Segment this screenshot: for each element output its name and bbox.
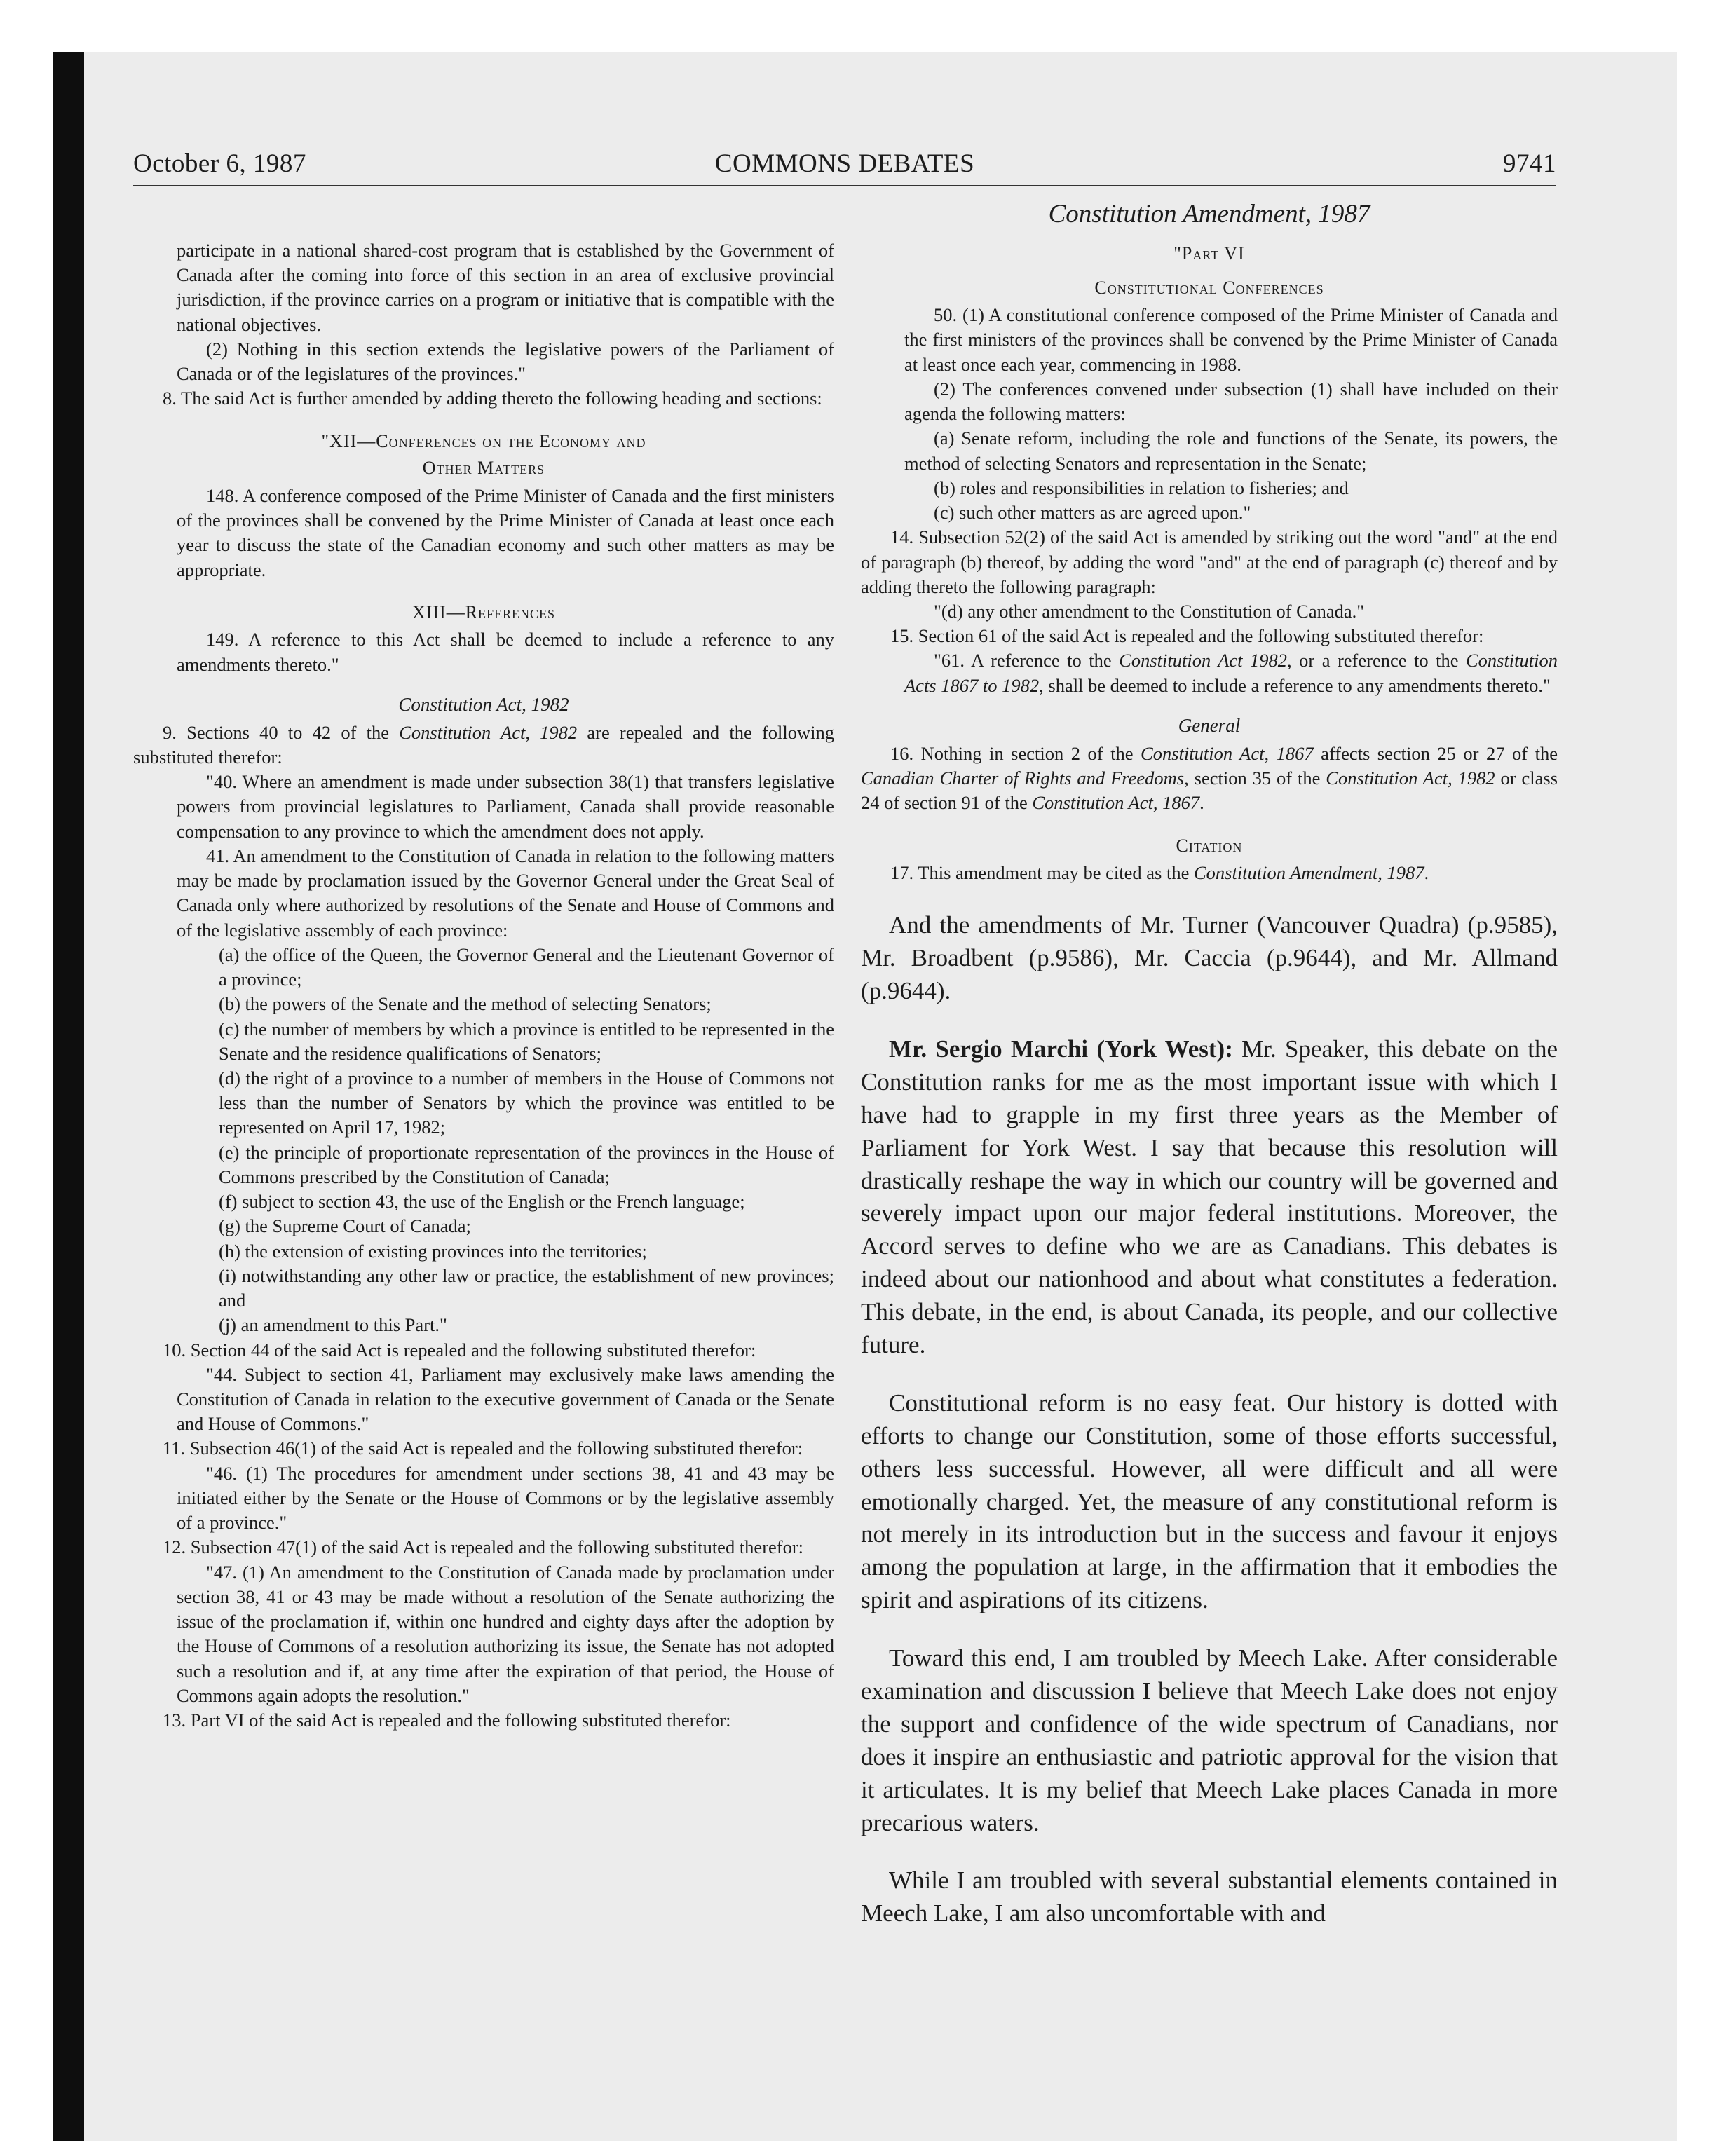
paragraph: Constitutional reform is no easy feat. Our history is dotted with efforts to change our Constitution, some of those efforts successful, others less successful. However, all were difficult and all were emotionally charged. Yet, the measure of any constitutional reform is not merely in its introduction but in the success and favour it enjoys among the population at large, in the affirmation that it embodies the spirit and aspirations of its citizens. <box>861 1389 1558 1614</box>
paragraph: 16. Nothing in section 2 of the Constitution Act, 1867 affects section 25 or 27 of the Canadian Charter of Rights and Freedoms, section 35 of the Constitution Act, 1982 or class 24 of section 91 of the Constitution Act, 1867. <box>861 742 1558 814</box>
paragraph: (2) Nothing in this section extends the legislative powers of the Parliament of Canada or of the legislatures of the provinces." <box>177 338 834 385</box>
section-heading: General <box>1178 714 1241 736</box>
paragraph: "46. (1) The procedures for amendment under sections 38, 41 and 43 may be initiated either by the Senate or the House of Commons or by the legislative assembly of a province." <box>177 1462 834 1534</box>
paragraph: (2) The conferences convened under subsection (1) shall have included on their agenda the following matters: <box>904 378 1558 425</box>
right-column <box>861 200 1558 1956</box>
paragraph: While I am troubled with several substantial elements contained in Meech Lake, I am also uncomfortable with and <box>861 1867 1558 1928</box>
paragraph: "61. A reference to the Constitution Act 1982, or a reference to the Constitution Acts 1867 to 1982, shall be deemed to include a reference to any amendments thereto." <box>904 650 1558 696</box>
section-title: Constitution Amendment, 1987 <box>1048 200 1370 228</box>
speaker-name: Mr. Sergio Marchi (York West): <box>889 1035 1233 1063</box>
list-item: (a) the office of the Queen, the Governor General and the Lieutenant Governor of a province; <box>219 943 834 990</box>
paragraph: participate in a national shared-cost program that is established by the Government of Canada after the coming into force of this section in an area of exclusive provincial jurisdiction, if the province carries on a program or initiative that is compatible with the national objectives. <box>177 240 834 335</box>
paragraph: 149. A reference to this Act shall be deemed to include a reference to any amendments thereto." <box>177 629 834 675</box>
section-heading: XIII—References <box>411 601 556 622</box>
section-heading: Constitution Act, 1982 <box>398 693 569 715</box>
list-item: (g) the Supreme Court of Canada; <box>219 1215 471 1237</box>
header-page-number: 9741 <box>1503 149 1556 178</box>
list-item: (c) such other matters as are agreed upon." <box>934 502 1251 524</box>
list-item: (h) the extension of existing provinces into the territories; <box>219 1240 647 1262</box>
section-heading: "Part VI <box>1173 243 1245 264</box>
paragraph: 50. (1) A constitutional conference composed of the Prime Minister of Canada and the first ministers of the provinces shall be convened by the Prime Minister of Canada at least once each year, commencing in 1988. <box>904 304 1558 375</box>
list-item: (b) roles and responsibilities in relation to fisheries; and <box>934 477 1349 498</box>
binding-edge <box>53 52 84 2141</box>
paragraph: 8. The said Act is further amended by adding thereto the following heading and sections: <box>163 388 822 409</box>
section-heading: "XII—Conferences on the Economy and <box>321 430 646 451</box>
debate-text <box>861 909 1558 1930</box>
list-item: (a) Senate reform, including the role and functions of the Senate, its powers, the method of selecting Senators and representation in the Senate; <box>904 428 1558 474</box>
paragraph: 148. A conference composed of the Prime Minister of Canada and the first ministers of the provinces shall be convened by the Prime Minister of Canada at least once each year to discuss the state of the Canadian economy and such other matters as may be appropriate. <box>177 484 834 580</box>
paragraph: "(d) any other amendment to the Constitution of Canada." <box>934 600 1365 622</box>
paragraph: 14. Subsection 52(2) of the said Act is amended by striking out the word "and" at the end of paragraph (b) thereof, by adding the word "and" at the end of paragraph (c) thereof and by adding thereto the following paragraph: <box>861 526 1558 597</box>
paragraph: And the amendments of Mr. Turner (Vancouver Quadra) (p.9585), Mr. Broadbent (p.9586), Mr. Caccia (p.9644), and Mr. Allmand (p.9644). <box>861 911 1558 1005</box>
header-date: October 6, 1987 <box>133 149 306 178</box>
paragraph: "44. Subject to section 41, Parliament may exclusively make laws amending the Constitution of Canada in relation to the executive government of Canada or the Senate and House of Commons." <box>177 1363 834 1435</box>
paragraph: 17. This amendment may be cited as the Constitution Amendment, 1987. <box>890 862 1429 884</box>
section-heading: Constitutional Conferences <box>1094 277 1324 298</box>
paragraph: 9. Sections 40 to 42 of the Constitution Act, 1982 are repealed and the following substituted therefor: <box>133 721 834 767</box>
paragraph: Toward this end, I am troubled by Meech Lake. After considerable examination and discussion I believe that Meech Lake does not enjoy the support and confidence of the wide spectrum of Canadians, nor does it inspire an enthusiastic and patriotic approval for the vision that it articulates. It is my belief that Meech Lake places Canada in more precarious waters. <box>861 1644 1558 1836</box>
paragraph: 10. Section 44 of the said Act is repealed and the following substituted therefor: <box>163 1339 756 1360</box>
paragraph: 15. Section 61 of the said Act is repealed and the following substituted therefor: <box>890 625 1484 647</box>
list-item: (b) the powers of the Senate and the method of selecting Senators; <box>219 993 712 1015</box>
header-title: COMMONS DEBATES <box>714 149 975 178</box>
list-item: (j) an amendment to this Part." <box>219 1314 447 1336</box>
list-item: (f) subject to section 43, the use of the English or the French language; <box>219 1191 745 1213</box>
paragraph: "47. (1) An amendment to the Constitution of Canada made by proclamation under section 38, 41 or 43 may be made without a resolution of the Senate authorizing the issue of the proclamation if, within one hundred and eighty days after the adoption by the House of Commons of a resolution authorizing its issue, the Senate has not adopted such a resolution and if, at any time after the expiration of that period, the House of Commons again adopts the resolution." <box>177 1561 834 1706</box>
speech-paragraph: Mr. Sergio Marchi (York West): Mr. Speaker, this debate on the Constitution ranks for me as the most important issue with which I have had to grapple in my first three years as the Member of Parliament for York West. I say that because this resolution will drastically reshape the way in which our country will be governed and severely impact upon our major federal institutions. Moreover, the Accord serves to define who we are as Canadians. This debates is indeed about our nationhood and about what constitutes a federation. This debate, in the end, is about Canada, its people, and our collective future. <box>861 1035 1558 1359</box>
paragraph: 11. Subsection 46(1) of the said Act is repealed and the following substituted therefor: <box>163 1438 803 1459</box>
section-heading: Citation <box>1176 835 1243 856</box>
list-item: (i) notwithstanding any other law or practice, the establishment of new provinces; and <box>219 1264 834 1311</box>
running-header <box>133 146 1556 186</box>
left-column <box>133 238 834 1733</box>
list-item: (e) the principle of proportionate representation of the provinces in the House of Commons prescribed by the Constitution of Canada; <box>219 1141 834 1187</box>
paragraph: 41. An amendment to the Constitution of Canada in relation to the following matters may be made by proclamation issued by the Governor General under the Great Seal of Canada only where authorized by resolutions of the Senate and House of Commons and of the legislative assembly of each province: <box>177 845 834 941</box>
section-heading: Other Matters <box>422 458 545 479</box>
paragraph: "40. Where an amendment is made under subsection 38(1) that transfers legislative powers from provincial legislatures to Parliament, Canada shall provide reasonable compensation to any province to which the amendment does not apply. <box>177 771 834 842</box>
list-item: (d) the right of a province to a number of members in the House of Commons not less than the number of Senators by which the province was entitled to be represented on April 17, 1982; <box>219 1067 834 1138</box>
paragraph: 13. Part VI of the said Act is repealed and the following substituted therefor: <box>163 1710 731 1731</box>
paragraph: 12. Subsection 47(1) of the said Act is repealed and the following substituted therefor: <box>163 1536 804 1558</box>
list-item: (c) the number of members by which a province is entitled to be represented in the Senate and the residence qualifications of Senators; <box>219 1018 834 1064</box>
